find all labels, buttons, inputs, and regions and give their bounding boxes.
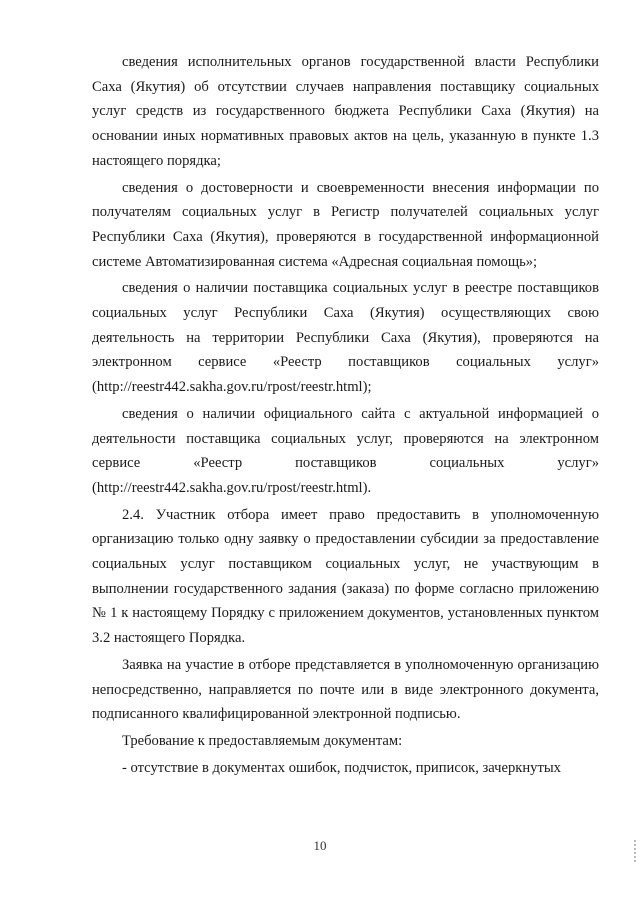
scan-edge-mark	[634, 840, 636, 862]
document-body	[92, 50, 599, 780]
paragraph-executive-bodies-info: сведения исполнительных органов государственной власти Республики Саха (Якутия) об отсутствии случаев направления поставщику социальных услуг средств из государственного бюджета Республики Саха (Якутия) на основании иных нормативных правовых актов на цель, указанную в пункте 1.3 настоящего порядка;	[92, 54, 599, 169]
paragraph-document-requirements: Требование к предоставляемым документам:	[122, 732, 403, 749]
paragraph-recipient-register-info: сведения о достоверности и своевременности внесения информации по получателям социальных услуг в Регистр получателей социальных услуг Республики Саха (Якутия), проверяются в государственной информационной системе Автоматизированная система «Адресная социальная помощь»;	[92, 179, 599, 270]
paragraph-application-submission: Заявка на участие в отборе представляется в уполномоченную организацию непосредственно, направляется по почте или в виде электронного документа, подписанного квалифицированной электронной подписью.	[92, 656, 599, 723]
paragraph-section-2-4: 2.4. Участник отбора имеет право предоставить в уполномоченную организацию только одну заявку о предоставлении субсидии за предоставление социальных услуг поставщиком социальных услуг, не участвующим в выполнении государственного задания (заказа) по форме согласно приложению № 1 к настоящему Порядку с приложением документов, установленных пунктом 3.2 настоящего Порядка.	[92, 506, 599, 647]
list-item-no-errors: - отсутствие в документах ошибок, подчисток, приписок, зачеркнутых	[122, 759, 561, 776]
paragraph-official-site-info: сведения о наличии официального сайта с актуальной информацией о деятельности поставщика социальных услуг, проверяются на электронном сервисе «Реестр поставщиков социальных услуг» (http://reestr442.sakha.gov.ru/rpost/reestr.html).	[92, 405, 599, 496]
paragraph-provider-registry-info: сведения о наличии поставщика социальных услуг в реестре поставщиков социальных услуг Республики Саха (Якутия) осуществляющих свою деятельность на территории Республики Саха (Якутия), проверяются на электронном сервисе «Реестр поставщиков социальных услуг» (http://reestr442.sakha.gov.ru/rpost/reestr.html);	[92, 280, 599, 396]
page-number: 10	[313, 838, 327, 853]
